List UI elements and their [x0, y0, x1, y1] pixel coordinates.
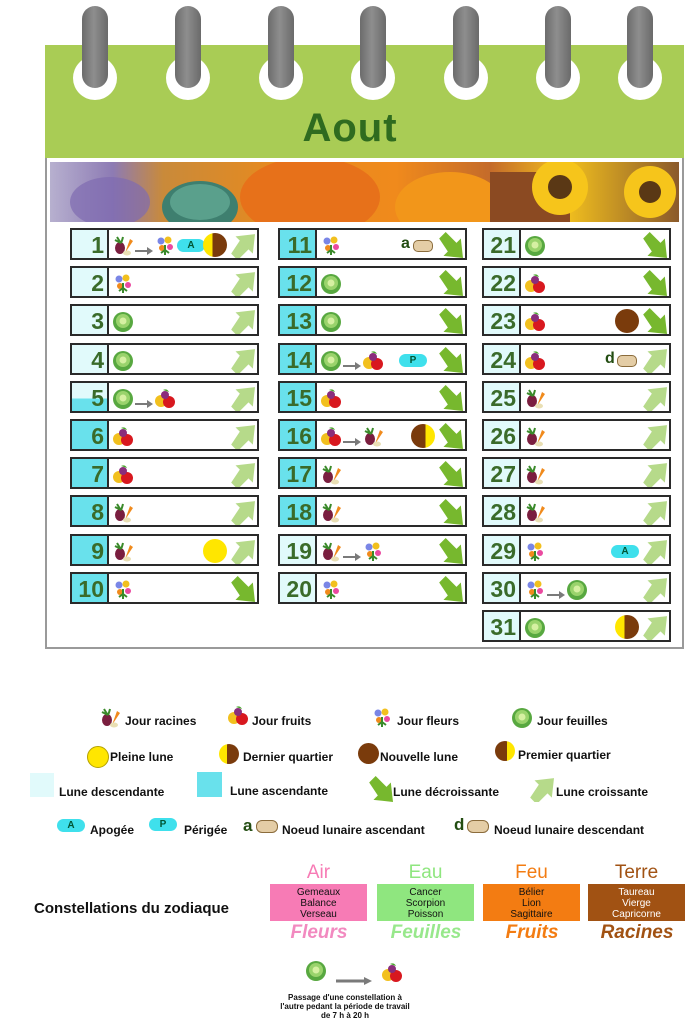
- zodiac-signs-box: [270, 884, 367, 921]
- fruit-icon: [111, 424, 135, 448]
- feuille-icon: [111, 309, 135, 333]
- full-moon-icon: [203, 539, 227, 563]
- zodiac-signs-box: [588, 884, 685, 921]
- zodiac-sign: Bélier: [518, 887, 545, 898]
- legend-jour-racines: Jour racines: [125, 714, 197, 728]
- day-number: 2: [70, 266, 107, 298]
- pointing-hand-icon: [413, 240, 433, 252]
- apogee-icon: A: [57, 819, 85, 832]
- fruit-icon: [226, 703, 250, 732]
- legend-pleine-lune: Pleine lune: [110, 750, 174, 764]
- day-content: [107, 381, 259, 413]
- transition-arrow-icon: [343, 548, 357, 554]
- fleur-icon: [319, 577, 343, 601]
- arrow-up-right-icon: [641, 423, 667, 449]
- arrow-down-right-icon: [437, 385, 463, 411]
- fleur-icon: [319, 233, 343, 257]
- day-content: [107, 457, 259, 489]
- day-content: [519, 610, 671, 642]
- day-number: 21: [482, 228, 519, 260]
- zodiac-sign: Scorpion: [405, 898, 446, 909]
- arrow-down-right-icon: [437, 308, 463, 334]
- pointing-hand-icon: [256, 820, 278, 833]
- zodiac-sign: Gemeaux: [296, 887, 341, 898]
- fleur-icon: [523, 577, 547, 601]
- racine-icon: [319, 462, 343, 486]
- arrow-down-right-icon: [437, 270, 463, 296]
- arrow-up-right-icon: [641, 538, 667, 564]
- day-number: 29: [482, 534, 519, 566]
- arrow-up-right-icon: [229, 538, 255, 564]
- racine-icon: [523, 462, 547, 486]
- day-content: [315, 534, 467, 566]
- fleur-icon: [523, 539, 547, 563]
- arrow-down-right-icon: [641, 270, 667, 296]
- day-number: 20: [278, 572, 315, 604]
- fruit-icon: [523, 309, 547, 333]
- apogee-icon: A: [177, 239, 205, 252]
- zodiac-sign: Capricorne: [612, 909, 661, 920]
- day-number: 1: [70, 228, 107, 260]
- legend-noeud-desc: Noeud lunaire descendant: [494, 823, 645, 837]
- lune-ascendante-swatch: [197, 772, 222, 797]
- zodiac-category-label: Racines: [600, 922, 674, 943]
- descending-node-icon: d: [605, 350, 615, 367]
- day-number: 10: [70, 572, 107, 604]
- legend-perigee: Périgée: [184, 823, 228, 837]
- arrow-down-right-icon: [641, 232, 667, 258]
- descending-node-icon: d: [454, 815, 465, 834]
- zodiac-sign: Verseau: [300, 909, 337, 920]
- arrow-up-right-icon: [229, 385, 255, 411]
- legend-lune-croissante: Lune croissante: [556, 785, 649, 799]
- day-content: [315, 495, 467, 527]
- day-number: 22: [482, 266, 519, 298]
- day-number: 26: [482, 419, 519, 451]
- lune-descendante-swatch: [30, 773, 54, 797]
- arrow-up-right-icon: [229, 232, 255, 258]
- binding-ring: [627, 6, 653, 88]
- day-number: 8: [70, 495, 107, 527]
- racine-icon: [523, 424, 547, 448]
- fruit-icon: [319, 386, 343, 410]
- zodiac-sign: Sagittaire: [510, 909, 553, 920]
- day-number: 28: [482, 495, 519, 527]
- zodiac-category-label: Fruits: [505, 922, 559, 943]
- feuille-icon: [565, 577, 589, 601]
- fleur-icon: [370, 705, 394, 734]
- day-number: 13: [278, 304, 315, 336]
- pointing-hand-icon: [467, 820, 489, 833]
- autumn-harvest-banner-image: [50, 162, 679, 222]
- feuille-icon: [510, 705, 534, 734]
- feuille-icon: [319, 309, 343, 333]
- feuille-icon: [523, 615, 547, 639]
- arrow-down-right-icon: [437, 538, 463, 564]
- fruit-icon: [380, 960, 404, 989]
- day-content: [107, 572, 259, 604]
- day-content: [519, 304, 671, 336]
- feuille-icon: [319, 271, 343, 295]
- arrow-down-right-icon: [367, 776, 393, 807]
- fruit-icon: [153, 386, 177, 410]
- pointing-hand-icon: [617, 355, 637, 367]
- racine-icon: [523, 386, 547, 410]
- transition-caption: [270, 993, 420, 1020]
- arrow-up-right-icon: [641, 461, 667, 487]
- racine-icon: [523, 500, 547, 524]
- day-number: 9: [70, 534, 107, 566]
- day-content: [519, 343, 671, 375]
- zodiac-sign: Lion: [522, 898, 541, 909]
- fleur-icon: [153, 233, 177, 257]
- legend-noeud-asc: Noeud lunaire ascendant: [282, 823, 425, 837]
- day-number: 5: [70, 381, 107, 413]
- zodiac-sign: Balance: [300, 898, 337, 909]
- zodiac-sign: Poisson: [407, 909, 444, 920]
- fleur-icon: [111, 271, 135, 295]
- feuille-icon: [111, 348, 135, 372]
- zodiac-signs-box: [377, 884, 474, 921]
- zodiac-element-label: Terre: [614, 862, 659, 883]
- caption-line-2: l'autre pedant la période de travail: [280, 1002, 410, 1011]
- ascending-node-icon: a: [243, 816, 253, 835]
- fruit-icon: [111, 462, 135, 486]
- arrow-up-right-icon: [229, 423, 255, 449]
- perigee-icon: P: [149, 818, 177, 831]
- arrow-down-right-icon: [437, 576, 463, 602]
- day-number: 16: [278, 419, 315, 451]
- fleur-icon: [111, 577, 135, 601]
- zodiac-category-label: Fleurs: [290, 922, 348, 943]
- day-content: [315, 343, 467, 375]
- legend-dernier-quartier: Dernier quartier: [243, 750, 334, 764]
- day-content: [519, 534, 671, 566]
- apogee-icon: A: [611, 545, 639, 558]
- transition-arrow-icon: [547, 586, 561, 592]
- day-content: [519, 266, 671, 298]
- racine-icon: [319, 500, 343, 524]
- new-moon-icon: [615, 309, 639, 333]
- arrow-up-right-icon: [229, 499, 255, 525]
- legend-lune-decroissante: Lune décroissante: [393, 785, 500, 799]
- legend-lune-ascendante: Lune ascendante: [230, 784, 329, 798]
- day-number: 11: [278, 228, 315, 260]
- day-number: 18: [278, 495, 315, 527]
- arrow-down-right-icon: [437, 232, 463, 258]
- transition-arrow-icon: [336, 972, 372, 978]
- day-number: 25: [482, 381, 519, 413]
- day-content: [315, 457, 467, 489]
- racine-icon: [111, 539, 135, 563]
- zodiac-category-label: Feuilles: [390, 922, 462, 943]
- day-number: 19: [278, 534, 315, 566]
- day-content: [107, 228, 259, 260]
- day-number: 7: [70, 457, 107, 489]
- day-content: [315, 266, 467, 298]
- legend-lune-descendante: Lune descendante: [59, 785, 165, 799]
- zodiac-element-label: Air: [306, 862, 331, 883]
- arrow-up-right-icon: [229, 308, 255, 334]
- day-content: [107, 534, 259, 566]
- feuille-icon: [523, 233, 547, 257]
- transition-arrow-icon: [135, 242, 149, 248]
- day-content: [107, 304, 259, 336]
- day-content: [107, 266, 259, 298]
- arrow-up-right-icon: [641, 347, 667, 373]
- legend-nouvelle-lune: Nouvelle lune: [380, 750, 459, 764]
- day-content: [519, 381, 671, 413]
- legend-jour-feuilles: Jour feuilles: [537, 714, 608, 728]
- racine-icon: [111, 500, 135, 524]
- day-number: 30: [482, 572, 519, 604]
- binding-ring: [175, 6, 201, 88]
- new-moon-icon: [358, 743, 379, 764]
- day-content: [315, 228, 467, 260]
- zodiac-sign: Vierge: [622, 898, 651, 909]
- month-title: Aout: [302, 106, 398, 150]
- full-moon-icon: [87, 746, 109, 768]
- feuille-icon: [319, 348, 343, 372]
- arrow-down-right-icon: [229, 576, 255, 602]
- fruit-icon: [523, 348, 547, 372]
- racine-icon: [98, 705, 122, 734]
- day-content: [107, 343, 259, 375]
- transition-arrow-icon: [343, 433, 357, 439]
- feuille-icon: [304, 958, 328, 987]
- binding-ring: [82, 6, 108, 88]
- legend-apogee: Apogée: [90, 823, 135, 837]
- first-quarter-moon-icon: [411, 424, 435, 448]
- last-quarter-moon-icon: [203, 233, 227, 257]
- first-quarter-moon-icon: [495, 741, 515, 761]
- racine-icon: [111, 233, 135, 257]
- day-number: 17: [278, 457, 315, 489]
- transition-arrow-icon: [135, 395, 149, 401]
- day-content: [519, 572, 671, 604]
- fruit-icon: [319, 424, 343, 448]
- day-number: 23: [482, 304, 519, 336]
- day-number: 6: [70, 419, 107, 451]
- zodiac-sign: Taureau: [618, 887, 655, 898]
- arrow-up-right-icon: [641, 614, 667, 640]
- transition-arrow-icon: [343, 357, 357, 363]
- day-number: 15: [278, 381, 315, 413]
- zodiac-element-label: Feu: [515, 862, 548, 883]
- binding-ring: [453, 6, 479, 88]
- arrow-up-right-icon: [229, 347, 255, 373]
- binding-ring: [268, 6, 294, 88]
- arrow-up-right-icon: [641, 576, 667, 602]
- zodiac-element-label: Eau: [408, 862, 443, 883]
- racine-icon: [361, 424, 385, 448]
- day-number: 31: [482, 610, 519, 642]
- legend-jour-fruits: Jour fruits: [252, 714, 312, 728]
- feuille-icon: [111, 386, 135, 410]
- caption-line-3: de 7 h à 20 h: [320, 1011, 370, 1020]
- arrow-up-right-icon: [641, 385, 667, 411]
- day-number: 27: [482, 457, 519, 489]
- day-number: 12: [278, 266, 315, 298]
- zodiac-sign: Cancer: [409, 887, 442, 898]
- arrow-down-right-icon: [437, 347, 463, 373]
- day-number: 4: [70, 343, 107, 375]
- day-content: [519, 228, 671, 260]
- fleur-icon: [361, 539, 385, 563]
- binding-ring: [545, 6, 571, 88]
- arrow-up-right-icon: [528, 776, 554, 807]
- day-number: 3: [70, 304, 107, 336]
- legend-premier-quartier: Premier quartier: [518, 748, 611, 762]
- caption-line-1: Passage d'une constellation à: [288, 993, 402, 1002]
- zodiac-signs-box: [483, 884, 580, 921]
- day-content: [315, 381, 467, 413]
- day-content: [519, 495, 671, 527]
- arrow-up-right-icon: [229, 270, 255, 296]
- last-quarter-moon-icon: [219, 744, 239, 764]
- day-content: [107, 419, 259, 451]
- day-content: [315, 304, 467, 336]
- day-content: [315, 572, 467, 604]
- arrow-up-right-icon: [229, 461, 255, 487]
- day-number: 14: [278, 343, 315, 375]
- arrow-down-right-icon: [437, 461, 463, 487]
- fruit-icon: [523, 271, 547, 295]
- day-number: 24: [482, 343, 519, 375]
- arrow-down-right-icon: [641, 308, 667, 334]
- arrow-up-right-icon: [641, 499, 667, 525]
- last-quarter-moon-icon: [615, 615, 639, 639]
- day-content: [519, 457, 671, 489]
- binding-ring: [360, 6, 386, 88]
- day-content: [315, 419, 467, 451]
- racine-icon: [319, 539, 343, 563]
- day-content: [107, 495, 259, 527]
- arrow-down-right-icon: [437, 423, 463, 449]
- day-content: [519, 419, 671, 451]
- perigee-icon: P: [399, 354, 427, 367]
- legend-jour-fleurs: Jour fleurs: [397, 714, 460, 728]
- ascending-node-icon: a: [401, 235, 410, 252]
- banner-illustration: [50, 162, 679, 222]
- arrow-down-right-icon: [437, 499, 463, 525]
- fruit-icon: [361, 348, 385, 372]
- zodiac-title: Constellations du zodiaque: [34, 900, 230, 917]
